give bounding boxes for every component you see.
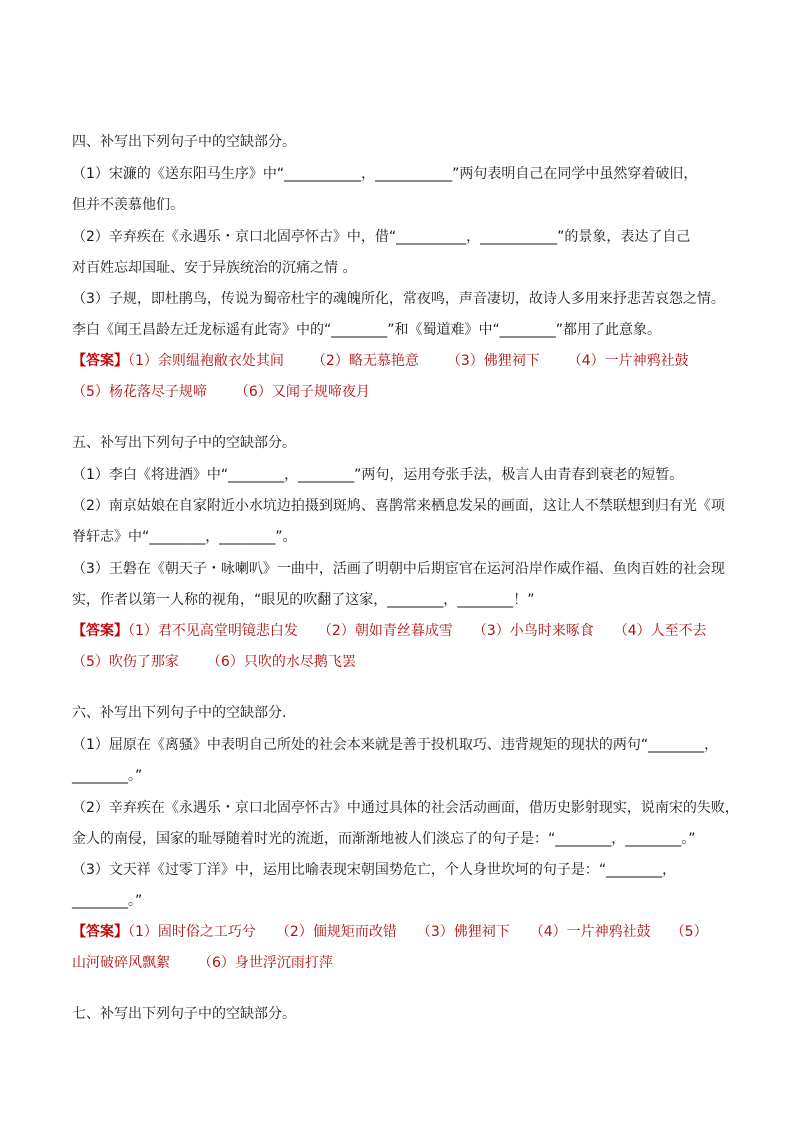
answer-item: （2）朝如青丝暮成雪 xyxy=(317,623,453,639)
answer-line xyxy=(72,923,732,941)
answer-item: （1）君不见高堂明镜悲白发 xyxy=(128,623,298,639)
question-line: （3）文天祥《过零丁洋》中，运用比喻表现宋朝国势危亡，个人身世坎坷的句子是：“________， xyxy=(72,862,677,878)
question-line: （3）王磐在《朝天子・咏喇叭》一曲中，活画了明朝中后期宦官在运河沿岸作威作福、鱼肉百姓的社会现 xyxy=(72,561,725,577)
answer-item: （4）一片神鸦社鼓 xyxy=(529,924,651,940)
question-line: （1）李白《将进酒》中“________，________”两句，运用夸张手法，极言人由青春到衰老的短暂。 xyxy=(72,467,684,483)
section-heading-6: 六、补写出下列句子中的空缺部分. xyxy=(72,705,287,721)
question-line: （1）宋濂的《送东阳马生序》中“___________，___________”两句表明自己在同学中虽然穿着破旧， xyxy=(72,166,698,182)
question-line: 金人的南侵，国家的耻辱随着时光的流逝，而渐渐地被人们淡忘了的句子是：“________，________。” xyxy=(72,831,696,847)
question-line: （1）屈原在《离骚》中表明自己所处的社会本来就是善于投机取巧、违背规矩的现状的两句“________， xyxy=(72,737,719,753)
answer-line xyxy=(72,352,732,370)
section-heading-5: 五、补写出下列句子中的空缺部分。 xyxy=(72,435,296,451)
answer-item: 山河破碎风飘絮 xyxy=(72,955,170,971)
answer-item: （3）佛狸祠下 xyxy=(446,353,540,369)
question-line: 但并不羡慕他们。 xyxy=(72,197,184,213)
question-line: ________。” xyxy=(72,768,143,784)
answer-item: （5）杨花落尽子规啼 xyxy=(72,384,207,400)
answer-line xyxy=(72,383,732,401)
answer-item: （4）一片神鸦社鼓 xyxy=(567,353,689,369)
question-line: 脊轩志》中“________，________”。 xyxy=(72,529,297,545)
question-line: 实，作者以第一人称的视角，“眼见的吹翻了这家，________，________！” xyxy=(72,592,535,608)
answer-label: 【答案】 xyxy=(72,924,128,940)
section-heading-4: 四、补写出下列句子中的空缺部分。 xyxy=(72,134,296,150)
answer-item: （1）余则缊袍敝衣处其间 xyxy=(128,353,284,369)
answer-item: （2）偭规矩而改错 xyxy=(275,924,397,940)
answer-line xyxy=(72,954,732,972)
question-line: （3）子规，即杜鹃鸟，传说为蜀帝杜宇的魂魄所化，常夜鸣，声音凄切，故诗人多用来抒悲苦哀怨之情。 xyxy=(72,291,725,307)
question-line: （2）南京姑娘在自家附近小水坑边拍摄到斑鸠、喜鹊常来栖息发呆的画面，这让人不禁联想到归有光《项 xyxy=(72,498,725,514)
question-line: （2）辛弃疾在《永遇乐・京口北固亭怀古》中通过具体的社会活动画面，借历史影射现实，说南宋的失败， xyxy=(72,800,739,816)
question-line: （2）辛弃疾在《永遇乐・京口北固亭怀古》中，借“__________，___________”的景象，表达了自己 xyxy=(72,229,691,245)
answer-label: 【答案】 xyxy=(72,623,128,639)
answer-item: （6）又闻子规啼夜月 xyxy=(234,384,370,400)
answer-item: （1）固时俗之工巧兮 xyxy=(128,924,256,940)
section-heading-7: 七、补写出下列句子中的空缺部分。 xyxy=(72,1006,296,1022)
answer-line xyxy=(72,622,732,640)
answer-line xyxy=(72,653,732,671)
question-line: 对百姓忘却国耻、安于异族统治的沉痛之情 。 xyxy=(72,260,357,276)
answer-item: （5） xyxy=(670,924,708,940)
answer-label: 【答案】 xyxy=(72,353,128,369)
answer-item: （3）佛狸祠下 xyxy=(416,924,510,940)
answer-item: （4）人至不去 xyxy=(613,623,707,639)
question-line: 李白《闻王昌龄左迁龙标遥有此寄》中的“________”和《蜀道难》中“________”都用了此意象。 xyxy=(72,322,662,338)
answer-item: （3）小鸟时来啄食 xyxy=(472,623,594,639)
answer-item: （6）只吹的水尽鹅飞罢 xyxy=(206,654,356,670)
answer-item: （6）身世浮沉雨打萍 xyxy=(198,955,333,971)
question-line: ________。” xyxy=(72,893,143,909)
answer-item: （2）略无慕艳意 xyxy=(311,353,419,369)
answer-item: （5）吹伤了那家 xyxy=(72,654,179,670)
